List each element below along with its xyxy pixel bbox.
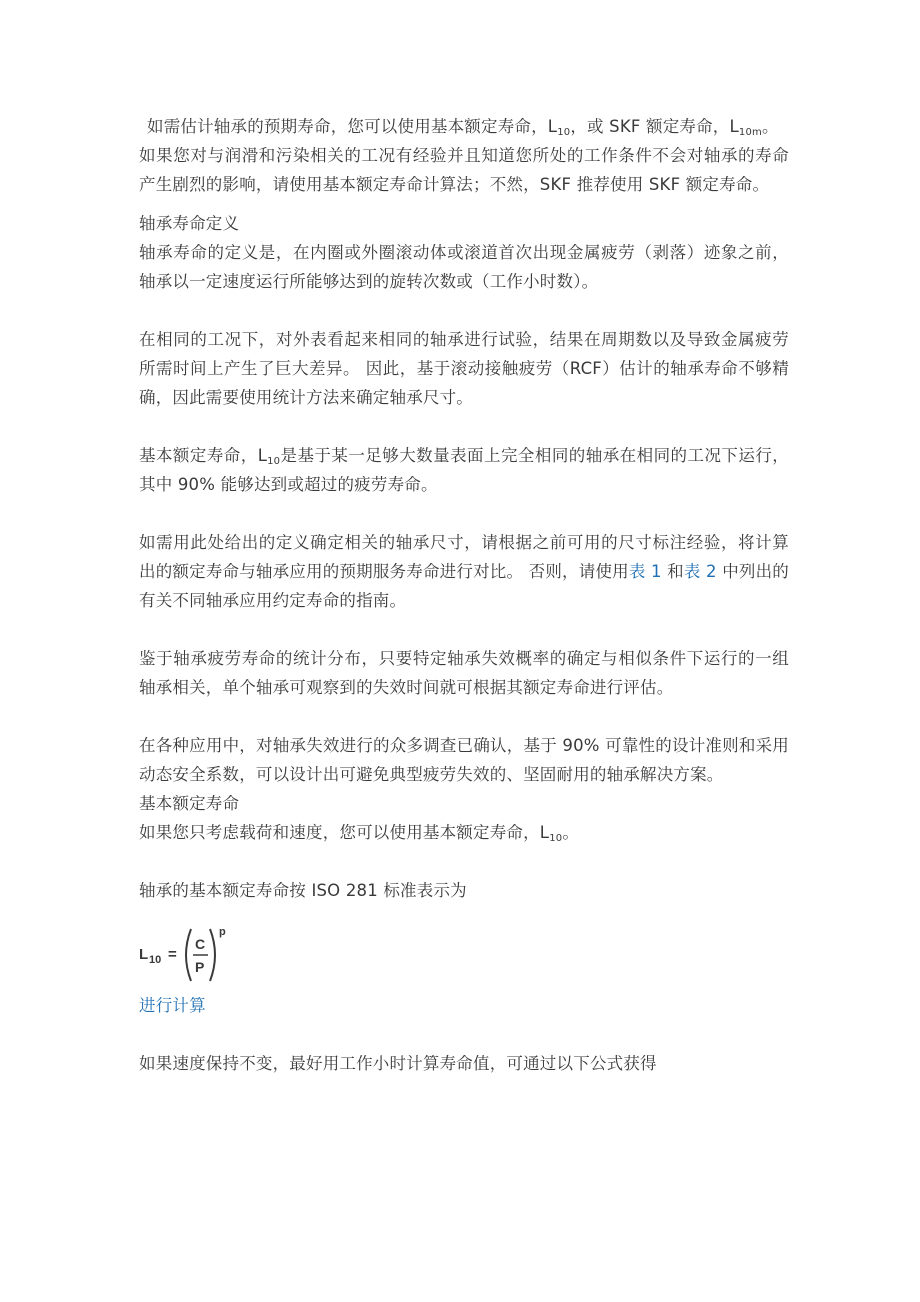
right-paren-icon <box>210 929 215 981</box>
basic-rating-paragraph-end: 。 <box>562 823 580 842</box>
test-variation-paragraph: 在相同的工况下，对外表看起来相同的轴承进行试验，结果在周期数以及导致金属疲劳所需时间上产生了巨大差异。 因此，基于滚动接触疲劳（RCF）估计的轴承寿命不够精确，因此需要使用统计方法来确定轴承尺寸。 <box>139 330 789 407</box>
calculate-link[interactable]: 进行计算 <box>139 996 206 1015</box>
document-body <box>139 112 789 1078</box>
formula-lhs: L <box>139 946 149 963</box>
basic-rating-text: 基本额定寿命，L <box>139 446 268 465</box>
basic-rating-paragraph <box>139 818 789 847</box>
l10m-subscript: 10m <box>738 127 762 138</box>
intro-text: 如需估计轴承的预期寿命，您可以使用基本额定寿命，L <box>147 117 558 136</box>
l10-formula-graphic <box>139 919 259 987</box>
l10-subscript: 10 <box>557 127 571 138</box>
table-guidance-text: 如需用此处给出的定义确定相关的轴承尺寸，请根据之前可用的尺寸标注经验，将计算出的额定寿命与轴承应用的预期服务寿命进行对比。 否则，请使用 <box>139 533 789 581</box>
investigation-paragraph: 在各种应用中，对轴承失效进行的众多调查已确认，基于 90% 可靠性的设计准则和采用动态安全系数，可以设计出可避免典型疲劳失效的、坚固耐用的轴承解决方案。 <box>139 736 789 784</box>
intro-text-mid: ，或 SKF 额定寿命，L <box>570 117 739 136</box>
statistical-paragraph: 鉴于轴承疲劳寿命的统计分布，只要特定轴承失效概率的确定与相似条件下运行的一组轴承相关，单个轴承可观察到的失效时间就可根据其额定寿命进行评估。 <box>139 649 789 697</box>
basic-rating-text-end: 是基于某一足够大数量表面上完全相同的轴承在相同的工况下运行，其中 90% 能够达到或超过的疲劳寿命。 <box>139 446 790 494</box>
basic-rating-definition-paragraph <box>139 441 789 499</box>
table-guidance-paragraph <box>139 528 789 615</box>
formula-exponent: p <box>219 926 226 938</box>
table-guidance-text-end: 中列出的有关不同轴承应用约定寿命的指南。 <box>139 562 790 610</box>
formula-equals: = <box>168 946 177 963</box>
intro-text-end: 。 <box>761 117 779 136</box>
basic-rating-heading: 基本额定寿命 <box>139 794 240 813</box>
table-1-link[interactable]: 表 1 <box>628 562 662 581</box>
life-definition-paragraph: 轴承寿命的定义是，在内圈或外圈滚动体或滚道首次出现金属疲劳（剥落）迹象之前，轴承以一定速度运行所能够达到的旋转次数或（工作小时数）。 <box>139 243 789 291</box>
left-paren-icon <box>186 929 191 981</box>
intro-paragraph <box>139 112 789 141</box>
formula-denominator: P <box>195 959 205 975</box>
l10-subscript: 10 <box>549 833 563 844</box>
life-definition-heading: 轴承寿命定义 <box>139 214 240 233</box>
basic-rating-paragraph-text: 如果您只考虑载荷和速度，您可以使用基本额定寿命，L <box>139 823 550 842</box>
l10-subscript: 10 <box>267 456 281 467</box>
iso-281-paragraph: 轴承的基本额定寿命按 ISO 281 标准表示为 <box>139 881 467 900</box>
calculate-link-paragraph <box>139 991 789 1020</box>
table-guidance-and: 和 <box>661 562 684 581</box>
operating-hours-paragraph: 如果速度保持不变，最好用工作小时计算寿命值，可通过以下公式获得 <box>139 1054 657 1073</box>
l10-formula <box>139 919 789 987</box>
experience-paragraph: 如果您对与润滑和污染相关的工况有经验并且知道您所处的工作条件不会对轴承的寿命产生剧烈的影响，请使用基本额定寿命计算法；不然，SKF 推荐使用 SKF 额定寿命。 <box>139 146 789 194</box>
formula-numerator: C <box>195 936 206 952</box>
formula-lhs-subscript: 10 <box>149 954 162 966</box>
table-2-link[interactable]: 表 2 <box>683 562 717 581</box>
